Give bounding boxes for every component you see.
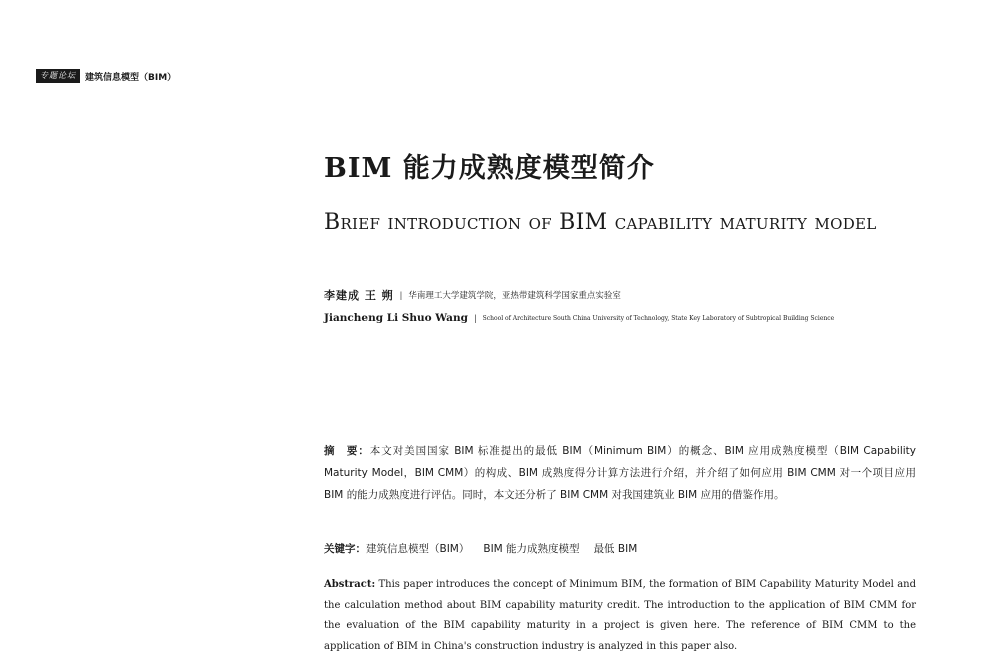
keyword-item: 最低 BIM	[593, 543, 638, 555]
article-title-en: Brief introduction of BIM capability maturity model	[324, 210, 877, 235]
section-label: 建筑信息模型（BIM）	[85, 72, 177, 83]
article-title-cn: BIM 能力成熟度模型简介	[324, 153, 655, 184]
keywords-label: 关键字：	[324, 543, 366, 555]
running-header	[36, 69, 176, 83]
author-names-cn: 李建成 王 朔	[324, 289, 394, 302]
affiliation-en: School of Architecture South China University of Technology, State Key Laboratory of Subtropical Building Science	[482, 314, 835, 322]
abstract-en-text: This paper introduces the concept of Minimum BIM, the formation of BIM Capability Maturity Model and the calculation method about BIM capability maturity credit. The introduction to the application of BIM CMM for the evaluation of the BIM capability maturity in a project is given here. The reference of BIM CMM to the application of BIM in China's construction industry is analyzed in this paper also.	[324, 579, 916, 652]
keywords	[324, 541, 916, 556]
abstract-cn-text: 本文对美国国家 BIM 标准提出的最低 BIM（Minimum BIM）的概念、BIM 应用成熟度模型（BIM Capability Maturity Model，BIM CMM）的构成、BIM 成熟度得分计算方法进行介绍，并介绍了如何应用 BIM CMM 对一个项目应用 BIM 的能力成熟度进行评估。同时，本文还分析了 BIM CMM 对我国建筑业 BIM 应用的借鉴作用。	[324, 445, 916, 501]
abstract-en	[324, 575, 916, 657]
separator: |	[473, 313, 477, 323]
abstract-cn	[324, 440, 916, 506]
keyword-item: 建筑信息模型（BIM）	[366, 543, 470, 555]
author-names-en: Jiancheng Li Shuo Wang	[324, 312, 468, 324]
authors-cn-line	[324, 287, 621, 303]
abstract-en-label: Abstract:	[324, 579, 376, 590]
keyword-item: BIM 能力成熟度模型	[483, 543, 580, 555]
affiliation-cn: 华南理工大学建筑学院，亚热带建筑科学国家重点实验室	[408, 291, 621, 301]
abstract-cn-label: 摘 要：	[324, 445, 370, 457]
journal-badge: 专题论坛	[36, 69, 80, 83]
authors-en-line	[324, 312, 834, 324]
separator: |	[399, 290, 403, 300]
